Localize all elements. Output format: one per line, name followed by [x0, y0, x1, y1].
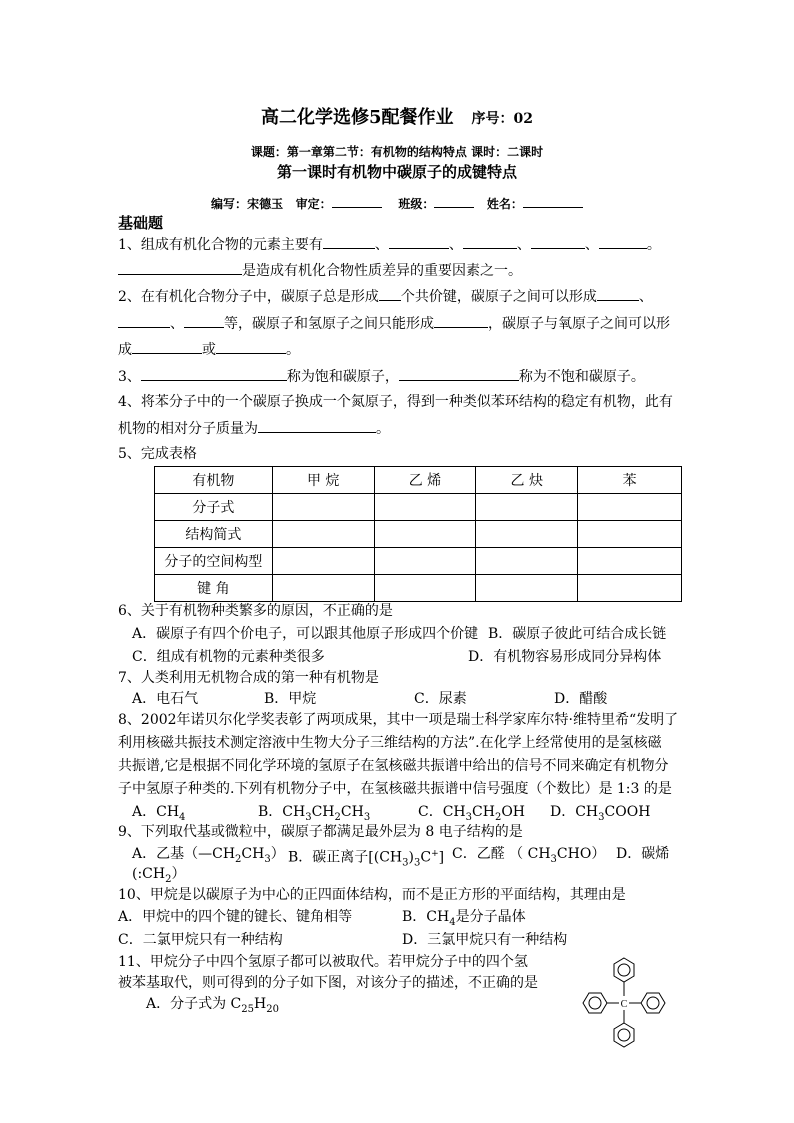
q1-blank-4[interactable] — [531, 234, 585, 249]
q2-blank-6[interactable] — [132, 339, 202, 354]
table-cell[interactable] — [272, 548, 374, 575]
reviewer-blank[interactable] — [332, 193, 382, 208]
q6-option-c[interactable]: C．组成有机物的元素种类很多 — [132, 649, 325, 665]
q11-a-sub: 20 — [266, 1003, 279, 1015]
q2-blank-1[interactable] — [379, 286, 401, 301]
q8-c-sub: 3 — [465, 811, 473, 823]
q7-option-a[interactable]: A．电石气 — [132, 691, 199, 707]
q8-c-mid: CH — [472, 804, 495, 820]
q8-d-sub: 3 — [598, 811, 605, 823]
q8-d-end: COOH — [604, 804, 651, 820]
table-header-row — [155, 467, 682, 494]
q1-sep: 、 — [516, 237, 531, 253]
table-cell[interactable] — [272, 521, 374, 548]
q10-b-end: 是分子晶体 — [455, 909, 526, 925]
q1-tail: 是造成有机化合物性质差异的重要因素之一。 — [242, 263, 522, 279]
q1-blank-3[interactable] — [463, 234, 517, 249]
question-8-line-3: 共振谱,它是根据不同化学环境的氢原子在氢核磁共振谱中给出的信号不同来确定有机物分 — [118, 758, 669, 774]
question-1-line-1 — [118, 234, 661, 255]
q8-b-mid: CH — [311, 804, 335, 820]
page-title — [0, 103, 794, 129]
table-row-label: 分子式 — [155, 494, 273, 521]
title-text: 高二化学选修5配餐作业 — [260, 107, 454, 128]
table-cell[interactable] — [374, 548, 476, 575]
class-blank[interactable] — [434, 193, 474, 208]
table-cell[interactable] — [374, 521, 476, 548]
question-8-line-4: 子中氢原子种类的.下列有机物分子中，在氢核磁共振谱中信号强度（个数比）是 1:3 的是 — [118, 781, 672, 797]
q8-c-end: OH — [501, 804, 525, 820]
q2-blank-2[interactable] — [597, 286, 639, 301]
table-header-cell: 苯 — [578, 467, 682, 494]
q4-text-c: 。 — [376, 421, 390, 437]
q9-a-mid: CH — [241, 846, 265, 862]
q9-option-d[interactable]: D．碳烯 — [616, 846, 670, 862]
table-cell[interactable] — [476, 521, 578, 548]
q2-text-c: 、 — [638, 289, 653, 305]
q8-b-sub: 3 — [363, 811, 371, 823]
author-label: 编写： — [211, 197, 248, 211]
question-8-line-2: 利用核磁共振技术测定溶液中生物大分子三维结构的方法”.在化学上经常使用的是氢核磁 — [118, 735, 662, 751]
phenyl-ring-bottom-circle — [618, 1029, 630, 1041]
q9-a-sub: 3 — [264, 853, 271, 865]
phenyl-ring-left — [583, 993, 607, 1013]
q2-text-i: 。 — [286, 342, 300, 358]
q9-a-end: ） — [270, 846, 285, 862]
table-cell[interactable] — [476, 575, 578, 602]
q2-blank-3[interactable] — [118, 313, 170, 328]
question-9-stem: 9、下列取代基或微粒中，碳原子都满足最外层为 8 电子结构的是 — [118, 824, 523, 840]
question-11-line-2: 被苯基取代，则可得到的分子如下图，对该分子的描述，不正确的是 — [118, 975, 538, 991]
topic-line: 课题：第一章第二节：有机物的结构特点 课时：二课时 — [250, 145, 544, 159]
q1-blank-5[interactable] — [599, 234, 647, 249]
phenyl-ring-right-circle — [647, 997, 659, 1009]
q9-c-text: C．乙醛 （ CH — [452, 846, 551, 862]
question-4-line-2 — [118, 418, 390, 439]
q11-a-mid: H — [254, 996, 267, 1012]
table-cell[interactable] — [374, 494, 476, 521]
q2-blank-5[interactable] — [434, 313, 488, 328]
table-header-cell: 甲 烷 — [272, 467, 374, 494]
q9-b-text: B．碳正离子[(CH — [288, 849, 403, 866]
q1-sep: 、 — [584, 237, 599, 253]
table-row — [155, 575, 682, 602]
q3-stem: 3、 — [118, 369, 141, 385]
phenyl-ring-bottom — [614, 1023, 634, 1047]
q7-option-c[interactable]: C．尿素 — [414, 691, 467, 707]
question-10-stem: 10、甲烷是以碳原子为中心的正四面体结构，而不是正方形的平面结构，其理由是 — [118, 887, 626, 903]
question-11-line-1: 11、甲烷分子中四个氢原子都可以被取代。若甲烷分子中的四个氢 — [118, 954, 528, 970]
q9-c-sub: 3 — [550, 853, 557, 865]
q1-sep: 、 — [374, 237, 389, 253]
q2-blank-7[interactable] — [216, 339, 286, 354]
q9-b-sub: 3 — [413, 857, 421, 869]
q8-c-sub: 2 — [494, 811, 502, 823]
tetraphenylmethane-structure — [578, 955, 670, 1051]
table-header-cell: 乙 炔 — [476, 467, 578, 494]
table-header-cell: 乙 烯 — [374, 467, 476, 494]
q3-text-c: 称为不饱和碳原子。 — [518, 369, 645, 385]
q9-d-end: ） — [171, 866, 186, 882]
q3-blank-2[interactable] — [399, 366, 519, 381]
table-row-label: 分子的空间构型 — [155, 548, 273, 575]
table-cell[interactable] — [578, 548, 682, 575]
q6-option-a[interactable]: A．碳原子有四个价电子，可以跟其他原子形成四个价键 — [132, 626, 479, 642]
q10-option-c[interactable]: C．二氯甲烷只有一种结构 — [118, 932, 283, 948]
q2-blank-4[interactable] — [184, 313, 224, 328]
q8-b-sub: 3 — [305, 811, 312, 823]
q2-stem: 2、在有机化合物分子中，碳原子总是形成 — [118, 289, 379, 305]
fill-in-table — [154, 466, 682, 602]
table-cell[interactable] — [578, 575, 682, 602]
phenyl-ring-top-circle — [618, 964, 630, 976]
question-2-line-3 — [118, 339, 300, 360]
phenyl-ring-top — [614, 958, 634, 982]
q7-option-d[interactable]: D．醋酸 — [554, 691, 608, 707]
q1-stem: 1、组成有机化合物的元素主要有 — [118, 237, 323, 253]
q1-blank-2[interactable] — [389, 234, 449, 249]
table-row-label: 结构简式 — [155, 521, 273, 548]
q11-a-sub: 25 — [241, 1003, 255, 1015]
q7-option-b[interactable]: B．甲烷 — [264, 691, 317, 707]
q4-text-b: 机物的相对分子质量为 — [118, 421, 258, 437]
question-4-line-1: 4、将苯分子中的一个碳原子换成一个氮原子，得到一种类似苯环结构的稳定有机物，此有 — [118, 394, 673, 410]
class-label: 班级： — [398, 197, 435, 211]
q9-b-sup: + — [431, 849, 439, 859]
lesson-title: 第一课时有机物中碳原子的成键特点 — [276, 163, 517, 181]
q9-a-sub: 2 — [235, 853, 242, 865]
question-5: 5、完成表格 — [118, 446, 197, 462]
q8-b-text: B．CH — [258, 804, 306, 820]
table-cell[interactable] — [476, 548, 578, 575]
q9-b-mid: ) — [408, 849, 414, 866]
table-row — [155, 494, 682, 521]
center-carbon-label: C — [620, 999, 628, 1010]
q10-option-a[interactable]: A．甲烷中的四个键的键长、键角相等 — [118, 909, 353, 925]
q2-text-h: 或 — [202, 342, 216, 358]
question-8-line-1: 8、2002年诺贝尔化学奖表彰了两项成果，其中一项是瑞士科学家库尔特·维特里希“发明了 — [118, 712, 679, 728]
q9-option-b[interactable] — [288, 844, 444, 873]
author-line — [0, 193, 794, 212]
table-cell[interactable] — [476, 494, 578, 521]
q8-option-d[interactable] — [550, 802, 650, 828]
q8-c-text: C．CH — [418, 804, 466, 820]
table-row — [155, 548, 682, 575]
q1-blank-6[interactable] — [118, 260, 242, 275]
table-cell[interactable] — [578, 494, 682, 521]
table-cell[interactable] — [578, 521, 682, 548]
q9-a-text: A．乙基（—CH — [132, 846, 236, 862]
table-cell[interactable] — [272, 575, 374, 602]
q9-b-sub: 3 — [402, 857, 409, 869]
name-label: 姓名： — [486, 197, 523, 211]
q10-option-d[interactable]: D．三氯甲烷只有一种结构 — [402, 932, 568, 948]
q10-b-text: B．CH — [402, 909, 450, 925]
q8-b-sub: 2 — [334, 811, 341, 823]
question-6-stem: 6、关于有机物种类繁多的原因，不正确的是 — [118, 603, 393, 619]
q9-c-end: CHO） — [556, 846, 606, 862]
question-7-stem: 7、人类利用无机物合成的第一种有机物是 — [118, 670, 379, 686]
q10-option-b[interactable] — [402, 907, 526, 933]
q1-end: 。 — [646, 237, 661, 253]
table-row — [155, 521, 682, 548]
q9-b-end: ] — [438, 849, 445, 866]
section-title: 基础题 — [118, 214, 164, 232]
q1-blank-1[interactable] — [323, 234, 375, 249]
q6-option-d[interactable]: D．有机物容易形成同分异构体 — [468, 649, 662, 665]
q1-sep: 、 — [448, 237, 463, 253]
q11-option-a[interactable] — [146, 994, 279, 1020]
table-cell[interactable] — [272, 494, 374, 521]
phenyl-ring-right — [641, 993, 665, 1013]
q2-text-e: 等，碳原子和氢原子之间只能形成 — [224, 316, 434, 332]
q9-d-sub: 2 — [165, 873, 172, 885]
name-blank[interactable] — [523, 193, 583, 208]
q8-a-sub: 4 — [179, 811, 186, 823]
q3-blank-1[interactable] — [141, 366, 287, 381]
sequence-number: 序号：02 — [471, 111, 533, 127]
q3-text-b: 称为饱和碳原子， — [286, 369, 399, 385]
reviewer-label: 审定： — [295, 197, 332, 211]
q11-a-text: A．分子式为 C — [146, 996, 242, 1012]
phenyl-ring-left-circle — [589, 997, 601, 1009]
author-name: 宋德玉 — [247, 197, 284, 211]
q9-b-c: C — [420, 849, 432, 866]
q2-text-f: ，碳原子与氧原子之间可以形 — [488, 316, 670, 332]
table-cell[interactable] — [374, 575, 476, 602]
q2-text-d: 、 — [170, 316, 184, 332]
q2-text-b: 个共价键，碳原子之间可以形成 — [400, 289, 597, 305]
q6-option-b[interactable]: B．碳原子彼此可结合成长链 — [488, 626, 667, 642]
table-row-label: 键 角 — [155, 575, 273, 602]
q8-b-end: CH — [340, 804, 364, 820]
q9-d-text: (:CH — [132, 866, 166, 882]
q8-d-text: D．CH — [550, 804, 599, 820]
question-2-line-2 — [118, 313, 670, 334]
q9-option-c[interactable] — [452, 844, 605, 870]
question-1-line-2 — [118, 260, 522, 281]
q2-text-g: 成 — [118, 342, 132, 358]
q10-b-sub: 4 — [449, 916, 456, 928]
question-3 — [118, 366, 645, 387]
question-2-line-1 — [118, 286, 653, 307]
q4-blank[interactable] — [258, 418, 376, 433]
q8-a-text: A．CH — [132, 804, 180, 820]
table-header-cell: 有机物 — [155, 467, 273, 494]
